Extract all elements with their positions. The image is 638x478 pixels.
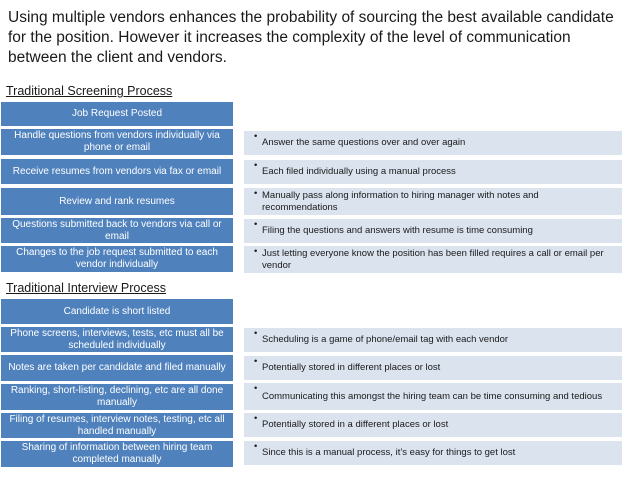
bullet-icon: • (254, 413, 258, 424)
interview-step-1: Candidate is short listed (0, 298, 234, 325)
interview-note-6-text: Since this is a manual process, it’s easy for things to get lost (262, 447, 516, 459)
interview-note-5-text: Potentially stored in a different places or lost (262, 419, 449, 431)
screening-note-6-text: Just letting everyone know the position has been filled requires a call or email per vendor (262, 248, 604, 271)
screening-step-6: Changes to the job request submitted to each vendor individually (0, 245, 234, 273)
screening-step-4: Review and rank resumes (0, 187, 234, 216)
screening-step-5: Questions submitted back to vendors via call or email (0, 217, 234, 244)
bullet-icon: • (254, 246, 258, 257)
interview-step-3: Notes are taken per candidate and filed manually (0, 354, 234, 382)
bullet-icon: • (254, 356, 258, 367)
screening-note-3-text: Each filed individually using a manual process (262, 166, 456, 178)
screening-step-3: Receive resumes from vendors via fax or email (0, 158, 234, 185)
screening-note-6 (244, 246, 622, 273)
interview-note-2-text: Scheduling is a game of phone/email tag with each vendor (262, 334, 509, 346)
bullet-icon: • (254, 219, 258, 230)
interview-note-5 (244, 413, 622, 437)
interview-note-3-text: Potentially stored in different places or lost (262, 362, 441, 374)
screening-section-title: Traditional Screening Process (6, 84, 173, 98)
bullet-icon: • (254, 383, 258, 394)
bullet-icon: • (254, 188, 258, 199)
interview-step-6: Sharing of information between hiring team completed manually (0, 440, 234, 468)
interview-note-4 (244, 383, 622, 410)
intro-paragraph: Using multiple vendors enhances the probability of sourcing the best available candidate for the position. However it increases the complexity of the level of communication between the client and vendors. (8, 9, 614, 66)
interview-step-4: Ranking, short-listing, declining, etc are all done manually (0, 383, 234, 411)
screening-note-4 (244, 188, 622, 215)
bullet-icon: • (254, 441, 258, 452)
screening-note-2 (244, 131, 622, 155)
screening-note-2-text: Answer the same questions over and over again (262, 137, 466, 149)
bullet-icon: • (254, 131, 258, 142)
screening-step-1: Job Request Posted (0, 101, 234, 127)
interview-note-4-text: Communicating this amongst the hiring team can be time consuming and tedious (262, 390, 603, 402)
screening-note-5-text: Filing the questions and answers with resume is time consuming (262, 225, 533, 237)
screening-step-2: Handle questions from vendors individually via phone or email (0, 128, 234, 156)
screening-note-3 (244, 160, 622, 184)
screening-note-5 (244, 219, 622, 243)
interview-note-3 (244, 356, 622, 380)
interview-section-title: Traditional Interview Process (6, 281, 167, 295)
interview-note-6 (244, 441, 622, 465)
screening-note-4-text: Manually pass along information to hiring manager with notes and recommendations (262, 190, 539, 213)
interview-note-2 (244, 328, 622, 352)
interview-step-2: Phone screens, interviews, tests, etc must all be scheduled individually (0, 326, 234, 353)
bullet-icon: • (254, 328, 258, 339)
interview-step-5: Filing of resumes, interview notes, testing, etc all handled manually (0, 412, 234, 439)
bullet-icon: • (254, 160, 258, 171)
